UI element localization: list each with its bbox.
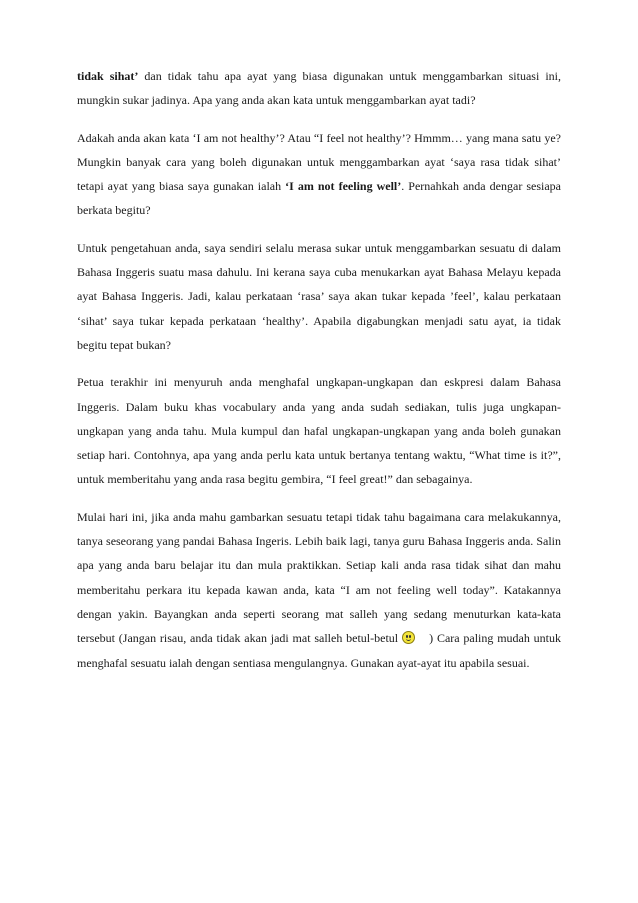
paragraph-text: dan tidak tahu apa ayat yang biasa digunakan untuk menggambarkan situasi ini, mungkin sukar jadinya. Apa yang anda akan kata untuk menggambarkan ayat tadi? xyxy=(77,69,561,108)
paragraph-text: Adakah anda akan kata ‘I am not healthy’? Atau “I feel not healthy’? Hmmm… yang mana satu ye? Mungkin banyak cara yang boleh digunakan untuk menggambarkan ayat ‘saya rasa tidak sihat’ tetapi ayat yang biasa saya gunakan ialah xyxy=(77,130,561,194)
paragraph-4: Petua terakhir ini menyuruh anda menghafal ungkapan-ungkapan dan eskpresi dalam Bahasa Inggeris. Dalam buku khas vocabulary anda yang anda sudah sediakan, tulis juga ungkapan-ungkapan yang anda tahu. Mula kumpul dan hafal ungkapan-ungkapan yang anda boleh gunakan setiap hari. Contohnya, apa yang anda perlu kata untuk bertanya tentang waktu, “What time is it?”, untuk memberitahu yang anda rasa begitu gembira, “I feel great!” dan sebagainya. xyxy=(77,375,561,487)
bold-phrase: ‘I am not feeling well’ xyxy=(285,179,402,194)
bold-phrase: tidak sihat’ xyxy=(77,69,139,83)
paragraph-3: Untuk pengetahuan anda, saya sendiri selalu merasa sukar untuk menggambarkan sesuatu di dalam Bahasa Inggeris suatu masa dahulu. Ini kerana saya cuba menukarkan ayat Bahasa Melayu kepada ayat Bahasa Inggeris. Jadi, kalau perkataan ‘rasa’ saya akan tukar kepada ’feel’, kalau perkataan ‘sihat’ saya tukar kepada perkataan ‘healthy’. Apabila digabungkan menjadi satu ayat, ia tidak begitu tepat bukan? xyxy=(77,240,561,352)
paragraph-5 xyxy=(77,505,561,675)
paragraph-text: ) Cara paling mudah untuk menghafal sesuatu ialah dengan sentiasa mengulangnya. Gunakan ayat-ayat itu apabila sesuai. xyxy=(77,631,561,670)
paragraph-text: . Pernahkah anda dengar sesiapa berkata begitu? xyxy=(77,179,561,218)
document-page xyxy=(77,64,561,688)
paragraph-2 xyxy=(77,126,561,223)
paragraph-text: Mulai hari ini, jika anda mahu gambarkan sesuatu tetapi tidak tahu bagaimana cara melakukannya, tanya seseorang yang pandai Bahasa Ingeris. Lebih baik lagi, tanya guru Bahasa Inggeris anda. Salin apa yang anda baru belajar itu dan mula praktikkan. Setiap kali anda rasa tidak sihat dan mahu memberitahu perkara itu kepada kawan anda, kata “I am not feeling well today”. Katakannya dengan yakin. Bayangkan anda seperti seorang mat salleh yang sedang menuturkan kata-kata tersebut (Jangan risau, anda tidak akan jadi mat salleh betul-betul xyxy=(77,509,561,646)
smiley-face-icon xyxy=(402,631,415,644)
paragraph-1 xyxy=(77,64,561,113)
